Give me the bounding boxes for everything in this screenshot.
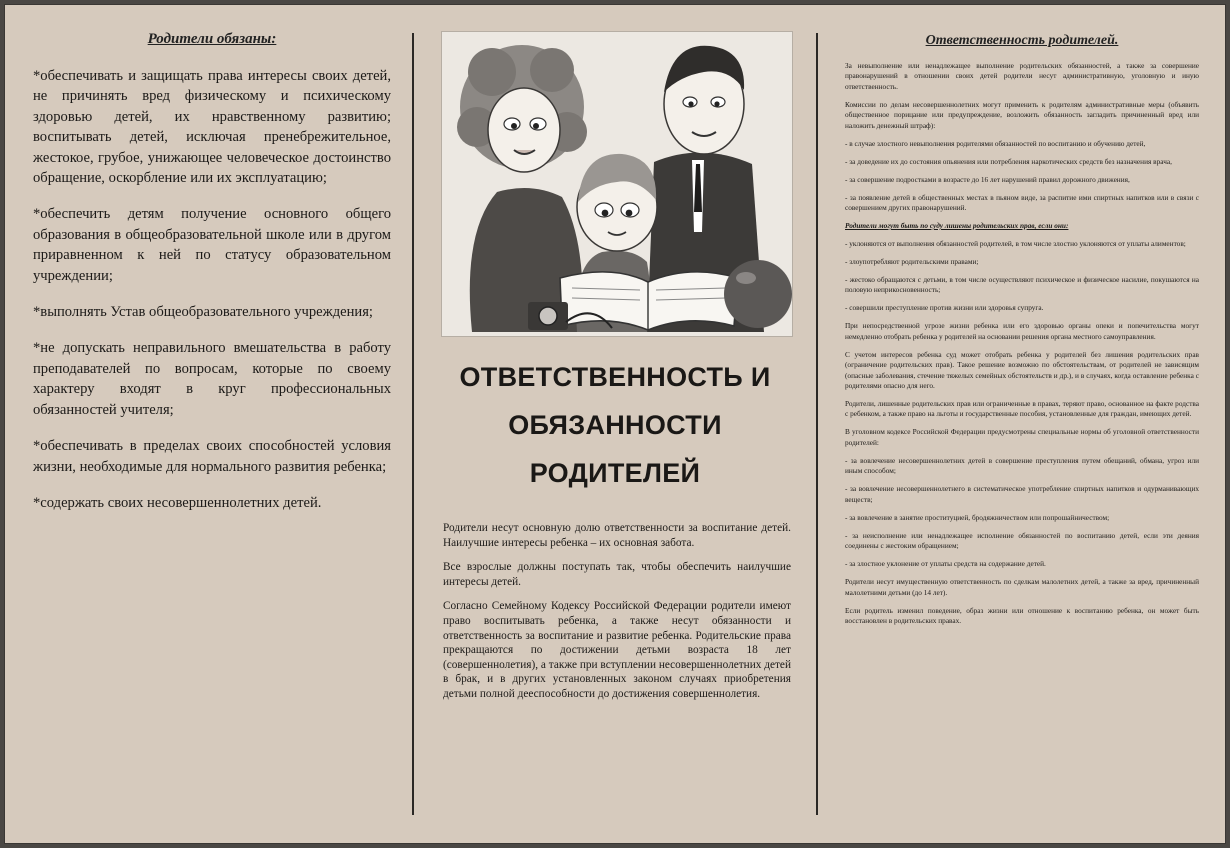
title-line: ОТВЕТСТВЕННОСТЬ И: [459, 362, 771, 392]
center-paragraph: Согласно Семейному Кодексу Российской Федерации родители имеют право воспитывать ребенка, а также несут обязанности и ответственность за воспитание и развитие ребенка. Родительские права прекращаются по достижении детьми возраста 18 лет (совершеннолетия), а также при вступлении несовершеннолетних детей в брак, и в других установленных законом случаях приобретения детьми полной дееспособности до достижения совершеннолетия.: [443, 600, 791, 700]
right-paragraph: Комиссии по делам несовершеннолетних могут применить к родителям административные меры (объявить общественное порицание или предупреждение, возложить обязанность загладить причиненный вред или наложить денежный штраф):: [845, 99, 1199, 130]
right-column: [845, 33, 1199, 634]
right-paragraph: В уголовном кодексе Российской Федерации предусмотрены специальные нормы об уголовной ответственности родителей:: [845, 427, 1199, 447]
ball: [724, 260, 792, 328]
right-paragraph: - совершили преступление против жизни или здоровья супруга.: [845, 303, 1044, 313]
right-subheading: Родители могут быть по суду лишены родительских прав, если они:: [845, 221, 1069, 231]
duty-item: *обеспечивать и защищать права интересы своих детей, не причинять вред физическому и психическому здоровью детей, их нравственному развитию; воспитывать детей, исключая пренебрежительное, жестокое, грубое, унижающее человеческое достоинство обращение, оскорбление или их эксплуатацию;: [33, 68, 391, 187]
right-paragraph: Родители несут имущественную ответственность по сделкам малолетних детей, а также за вред, причиненный малолетними детьми (до 14 лет).: [845, 577, 1199, 597]
duty-item: *выполнять Устав общеобразовательного учреждения;: [33, 304, 373, 321]
right-paragraph: - за появление детей в общественных местах в пьяном виде, за распитие ими спиртных напитков или в связи с совершением других правонарушений.: [845, 192, 1199, 213]
center-paragraph: Все взрослые должны поступать так, чтобы обеспечить наилучшие интересы детей.: [443, 561, 791, 588]
right-paragraph: - за вовлечение несовершеннолетних детей в совершение преступления путем обещаний, обмана, угроз или иным способом;: [845, 455, 1199, 476]
duty-item: *обеспечивать в пределах своих способностей условия жизни, необходимые для нормального развития ребенка;: [33, 438, 391, 475]
left-column: [33, 31, 391, 529]
right-paragraph: За невыполнение или ненадлежащее выполнение родительских обязанностей, а также за совершение правонарушений в отношении своих детей родители несут административную, уголовную и иную ответственность.: [845, 61, 1199, 91]
family-drawing: [442, 32, 792, 336]
right-paragraph: - за вовлечение в занятие проституцией, бродяжничеством или попрошайничеством;: [845, 512, 1110, 522]
right-paragraph: - за доведение их до состояния опьянения или потребления наркотических средств без назначения врача,: [845, 156, 1172, 166]
right-paragraph: - за совершение подростками в возрасте до 16 лет нарушений правил дорожного движения,: [845, 174, 1130, 184]
title-line: РОДИТЕЛЕЙ: [529, 458, 701, 488]
right-paragraph: - уклоняются от выполнения обязанностей родителей, в том числе злостно уклоняются от уплаты алиментов;: [845, 239, 1186, 249]
right-paragraph: С учетом интересов ребенка суд может отобрать ребенка у родителей без лишения родительских прав (ограничение родительских прав). Такое решение возможно по обстоятельствам, от родителей не зависящим (опасные заболевания, стечение тяжелых семейных обстоятельств и др.), и в случаях, когда оставление ребенка с родителями опасно для него.: [845, 349, 1199, 391]
right-paragraph: - жестоко обращаются с детьми, в том числе осуществляют психическое и физическое насилие, покушаются на половую неприкосновенность;: [845, 275, 1199, 295]
right-paragraph: При непосредственной угрозе жизни ребенка или его здоровью органы опеки и попечительства могут немедленно отобрать ребенка у родителей на основании решения органа местного самоуправления.: [845, 321, 1199, 341]
right-paragraph: - за неисполнение или ненадлежащее исполнение обязанностей по воспитанию детей, если эти деяния соединены с жестоким обращением;: [845, 530, 1199, 551]
left-heading: Родители обязаны:: [147, 31, 277, 47]
duty-item: *не допускать неправильного вмешательства в работу преподавателей по вопросам, которые по своему характеру входят в круг профессиональных обязанностей учителя;: [33, 340, 391, 418]
right-paragraph: - за вовлечение несовершеннолетнего в систематическое употребление спиртных напитков и одурманивающих веществ;: [845, 484, 1199, 504]
title-line: ОБЯЗАННОСТИ: [508, 410, 722, 440]
ball-highlight: [736, 272, 756, 284]
right-paragraph: Родители, лишенные родительских прав или ограниченные в правах, теряют право, основанное на факте родства с ребенком, а также право на льготы и государственные пособия, установленные для граждан, имеющих детей.: [845, 399, 1199, 419]
center-paragraph: Родители несут основную долю ответственности за воспитание детей. Наилучшие интересы ребенка – их основная забота.: [443, 522, 791, 549]
right-paragraph: Если родитель изменил поведение, образ жизни или отношение к воспитанию ребенка, он может быть восстановлен в родительских правах.: [845, 605, 1199, 625]
family-illustration: [441, 31, 793, 337]
right-paragraph: - за злостное уклонение от уплаты средств на содержание детей.: [845, 559, 1046, 569]
column-divider-left: [412, 33, 414, 815]
duty-item: *обеспечить детям получение основного общего образования в общеобразовательной школе или в другом приравненном к ней по статусу образовательном учреждении;: [33, 206, 391, 284]
page-title: [435, 353, 795, 497]
column-divider-right: [816, 33, 818, 815]
right-paragraph: - злоупотребляют родительскими правами;: [845, 257, 979, 267]
brochure-sheet: [4, 4, 1226, 844]
duty-item: *содержать своих несовершеннолетних детей.: [33, 494, 322, 511]
right-paragraph: - в случае злостного невыполнения родителями обязанностей по воспитанию и обучению детей,: [845, 138, 1146, 148]
center-column: [435, 31, 795, 712]
center-text: [435, 521, 795, 702]
right-heading: Ответственность родителей.: [925, 33, 1119, 48]
